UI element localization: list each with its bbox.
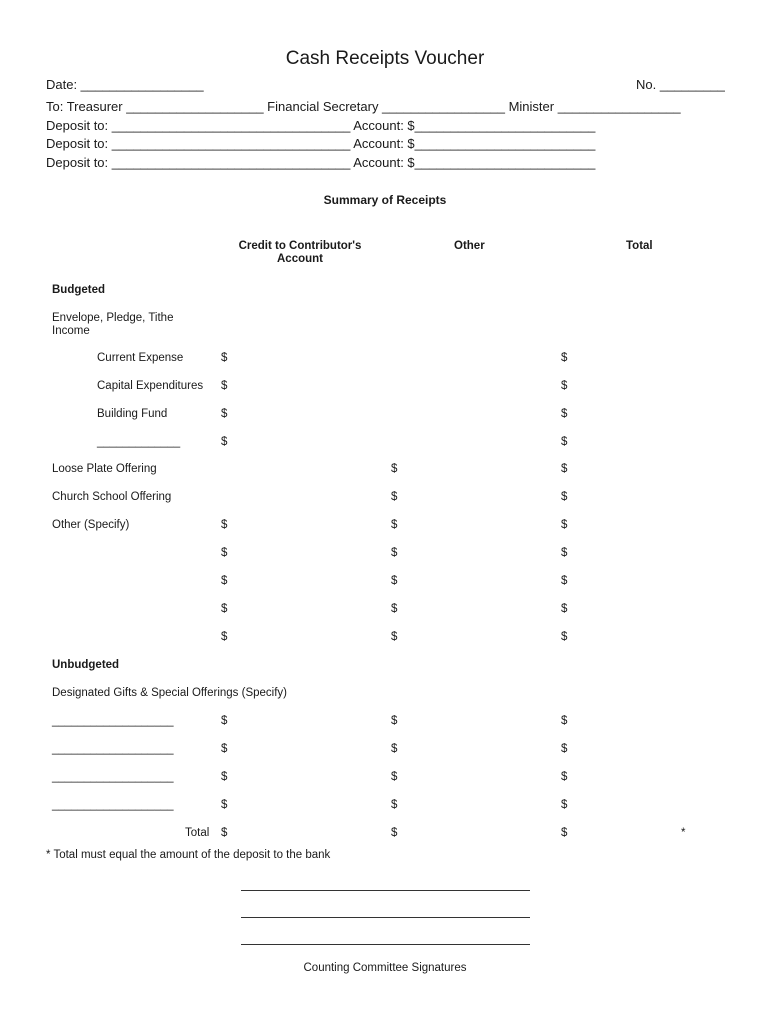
row-label-capital-expenditures: Capital Expenditures xyxy=(97,380,204,392)
dollar-sign: $ xyxy=(221,715,228,727)
row-label-church-school: Church School Offering xyxy=(52,491,172,503)
dollar-sign: $ xyxy=(561,603,568,615)
signatures-caption: Counting Committee Signatures xyxy=(303,962,467,974)
dollar-sign: $ xyxy=(561,827,568,839)
column-header-credit: Credit to Contributor's Account xyxy=(238,240,362,265)
row-label-current-expense: Current Expense xyxy=(97,352,184,364)
dollar-sign: $ xyxy=(561,352,568,364)
dollar-sign: $ xyxy=(221,547,228,559)
dollar-sign: $ xyxy=(221,799,228,811)
to-line[interactable]: To: Treasurer ___________________ Financial Secretary _________________ Minister _________________ xyxy=(46,99,681,114)
row-label-other-specify: Other (Specify) xyxy=(52,519,130,531)
signature-line-3[interactable] xyxy=(241,944,530,945)
total-note: * Total must equal the amount of the deposit to the bank xyxy=(46,849,331,861)
dollar-sign: $ xyxy=(221,436,228,448)
unbudgeted-heading: Unbudgeted xyxy=(52,659,120,671)
dollar-sign: $ xyxy=(561,547,568,559)
dollar-sign: $ xyxy=(561,715,568,727)
dollar-sign: $ xyxy=(221,519,228,531)
dollar-sign: $ xyxy=(221,603,228,615)
dollar-sign: $ xyxy=(391,771,398,783)
signature-line-1[interactable] xyxy=(241,890,530,891)
dollar-sign: $ xyxy=(221,771,228,783)
date-field[interactable]: Date: _________________ xyxy=(46,77,204,92)
dollar-sign: $ xyxy=(391,799,398,811)
dollar-sign: $ xyxy=(391,491,398,503)
dollar-sign: $ xyxy=(561,631,568,643)
dollar-sign: $ xyxy=(221,743,228,755)
dollar-sign: $ xyxy=(561,463,568,475)
dollar-sign: $ xyxy=(561,436,568,448)
dollar-sign: $ xyxy=(561,743,568,755)
envelope-label: Envelope, Pledge, Tithe Income xyxy=(52,312,174,337)
unbudgeted-blank-4[interactable]: ___________________ xyxy=(52,799,174,811)
dollar-sign: $ xyxy=(391,547,398,559)
unbudgeted-blank-3[interactable]: ___________________ xyxy=(52,771,174,783)
dollar-sign: $ xyxy=(221,827,228,839)
designated-gifts-label: Designated Gifts & Special Offerings (Specify) xyxy=(52,687,288,699)
voucher-number-field[interactable]: No. _________ xyxy=(636,77,725,92)
deposit-line-2[interactable]: Deposit to: _________________________________ Account: $_________________________ xyxy=(46,136,596,151)
column-header-other: Other xyxy=(454,240,485,252)
dollar-sign: $ xyxy=(221,380,228,392)
dollar-sign: $ xyxy=(561,771,568,783)
dollar-sign: $ xyxy=(561,799,568,811)
column-header-total: Total xyxy=(626,240,653,252)
dollar-sign: $ xyxy=(221,575,228,587)
row-label-building-fund: Building Fund xyxy=(97,408,168,420)
summary-heading: Summary of Receipts xyxy=(323,193,447,207)
dollar-sign: $ xyxy=(561,408,568,420)
dollar-sign: $ xyxy=(561,491,568,503)
dollar-sign: $ xyxy=(391,575,398,587)
dollar-sign: $ xyxy=(391,463,398,475)
dollar-sign: $ xyxy=(221,631,228,643)
dollar-sign: $ xyxy=(391,715,398,727)
dollar-sign: $ xyxy=(391,827,398,839)
dollar-sign: $ xyxy=(391,743,398,755)
page-title: Cash Receipts Voucher xyxy=(285,48,485,69)
deposit-line-1[interactable]: Deposit to: _________________________________ Account: $_________________________ xyxy=(46,118,596,133)
total-asterisk: * xyxy=(681,827,686,839)
row-label-blank[interactable]: _____________ xyxy=(97,436,181,448)
dollar-sign: $ xyxy=(221,352,228,364)
dollar-sign: $ xyxy=(561,575,568,587)
dollar-sign: $ xyxy=(221,408,228,420)
signature-line-2[interactable] xyxy=(241,917,530,918)
unbudgeted-blank-1[interactable]: ___________________ xyxy=(52,715,174,727)
dollar-sign: $ xyxy=(561,519,568,531)
dollar-sign: $ xyxy=(561,380,568,392)
budgeted-heading: Budgeted xyxy=(52,284,106,296)
unbudgeted-blank-2[interactable]: ___________________ xyxy=(52,743,174,755)
total-label: Total xyxy=(185,827,210,839)
deposit-line-3[interactable]: Deposit to: _________________________________ Account: $_________________________ xyxy=(46,155,596,170)
dollar-sign: $ xyxy=(391,519,398,531)
dollar-sign: $ xyxy=(391,603,398,615)
dollar-sign: $ xyxy=(391,631,398,643)
row-label-loose-plate: Loose Plate Offering xyxy=(52,463,157,475)
